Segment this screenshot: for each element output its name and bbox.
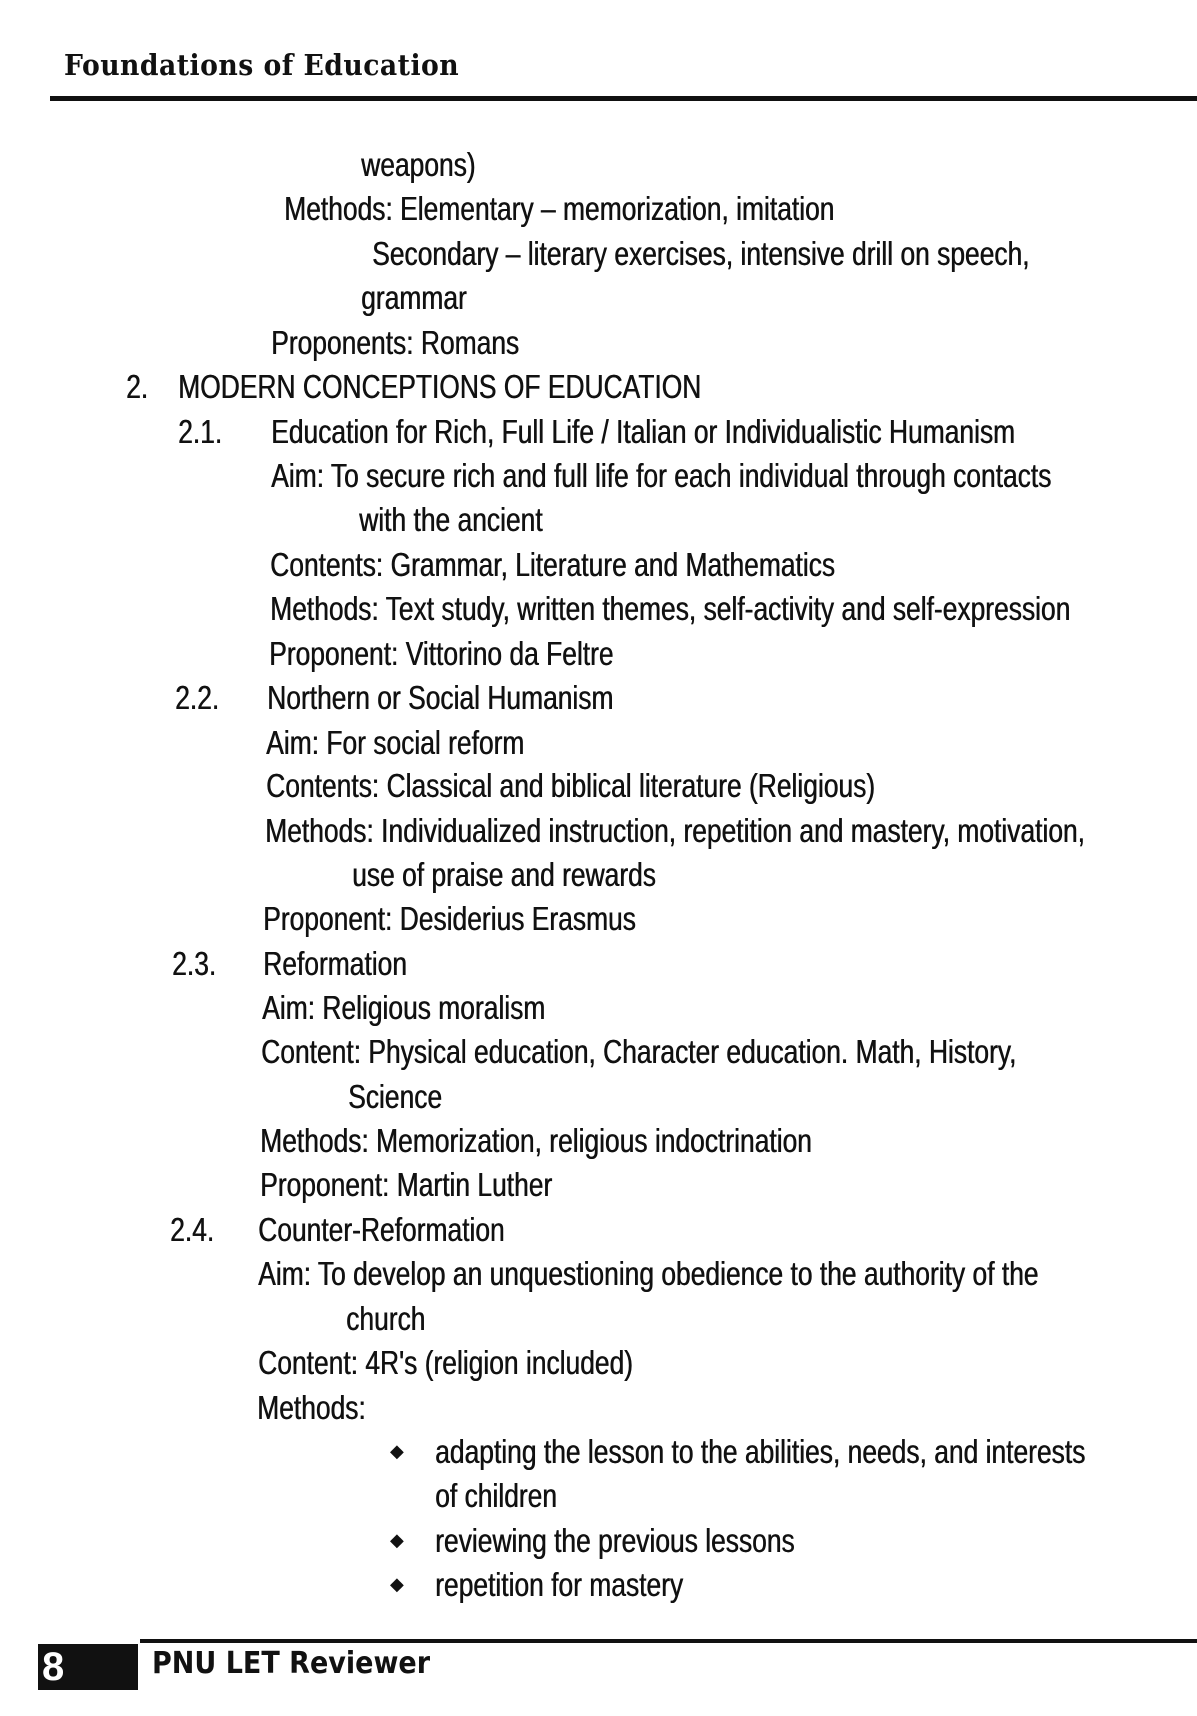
bullet-icon: ◆ (390, 1574, 404, 1595)
subsection-number: 2.3. (172, 945, 217, 982)
text-line: Content: Physical education, Character education. Math, History, (261, 1033, 1017, 1070)
subsection-number: 2.1. (178, 413, 223, 450)
bullet-icon: ◆ (390, 1441, 404, 1462)
subsection-number: 2.4. (170, 1211, 215, 1248)
section-number: 2. (126, 368, 149, 405)
subsection-heading: Reformation (263, 945, 407, 982)
text-line: Content: 4R's (religion included) (258, 1344, 633, 1381)
footer-title: PNU LET Reviewer (152, 1646, 431, 1681)
text-line: church (346, 1300, 426, 1337)
text-line: Methods: Memorization, religious indoctrination (260, 1122, 812, 1159)
header-rule (50, 96, 1197, 101)
text-line: Secondary – literary exercises, intensive drill on speech, (372, 235, 1030, 272)
section-heading: MODERN CONCEPTIONS OF EDUCATION (178, 368, 702, 405)
page-number: 8 (38, 1644, 138, 1690)
text-line: Aim: To develop an unquestioning obedience to the authority of the (258, 1255, 1039, 1292)
text-line: Proponent: Martin Luther (260, 1166, 553, 1203)
text-line: Science (348, 1078, 442, 1115)
text-line: Proponent: Vittorino da Feltre (269, 635, 614, 672)
text-line: weapons) (361, 146, 476, 183)
text-line: Proponents: Romans (271, 324, 520, 361)
subsection-heading: Education for Rich, Full Life / Italian or Individualistic Humanism (271, 413, 1015, 450)
footer-rule (140, 1639, 1197, 1643)
text-line: with the ancient (359, 501, 543, 538)
subsection-heading: Northern or Social Humanism (267, 679, 614, 716)
text-line: Methods: (257, 1389, 366, 1426)
text-line: grammar (361, 279, 467, 316)
text-line: Aim: Religious moralism (262, 989, 546, 1026)
list-item: of children (435, 1477, 557, 1514)
subsection-number: 2.2. (175, 679, 220, 716)
text-line: Contents: Grammar, Literature and Mathematics (270, 546, 835, 583)
text-line: Proponent: Desiderius Erasmus (263, 900, 636, 937)
running-header: Foundations of Education (64, 48, 460, 82)
text-line: Methods: Text study, written themes, self-activity and self-expression (270, 590, 1071, 627)
list-item: repetition for mastery (435, 1566, 683, 1603)
subsection-heading: Counter-Reformation (258, 1211, 505, 1248)
bullet-icon: ◆ (390, 1530, 404, 1551)
text-line: Contents: Classical and biblical literature (Religious) (266, 767, 875, 804)
text-line: Methods: Elementary – memorization, imitation (284, 190, 835, 227)
list-item: reviewing the previous lessons (435, 1522, 795, 1559)
text-line: Aim: To secure rich and full life for each individual through contacts (271, 457, 1052, 494)
list-item: adapting the lesson to the abilities, needs, and interests (435, 1433, 1086, 1470)
text-line: use of praise and rewards (352, 856, 656, 893)
text-line: Methods: Individualized instruction, repetition and mastery, motivation, (265, 812, 1085, 849)
text-line: Aim: For social reform (266, 724, 525, 761)
